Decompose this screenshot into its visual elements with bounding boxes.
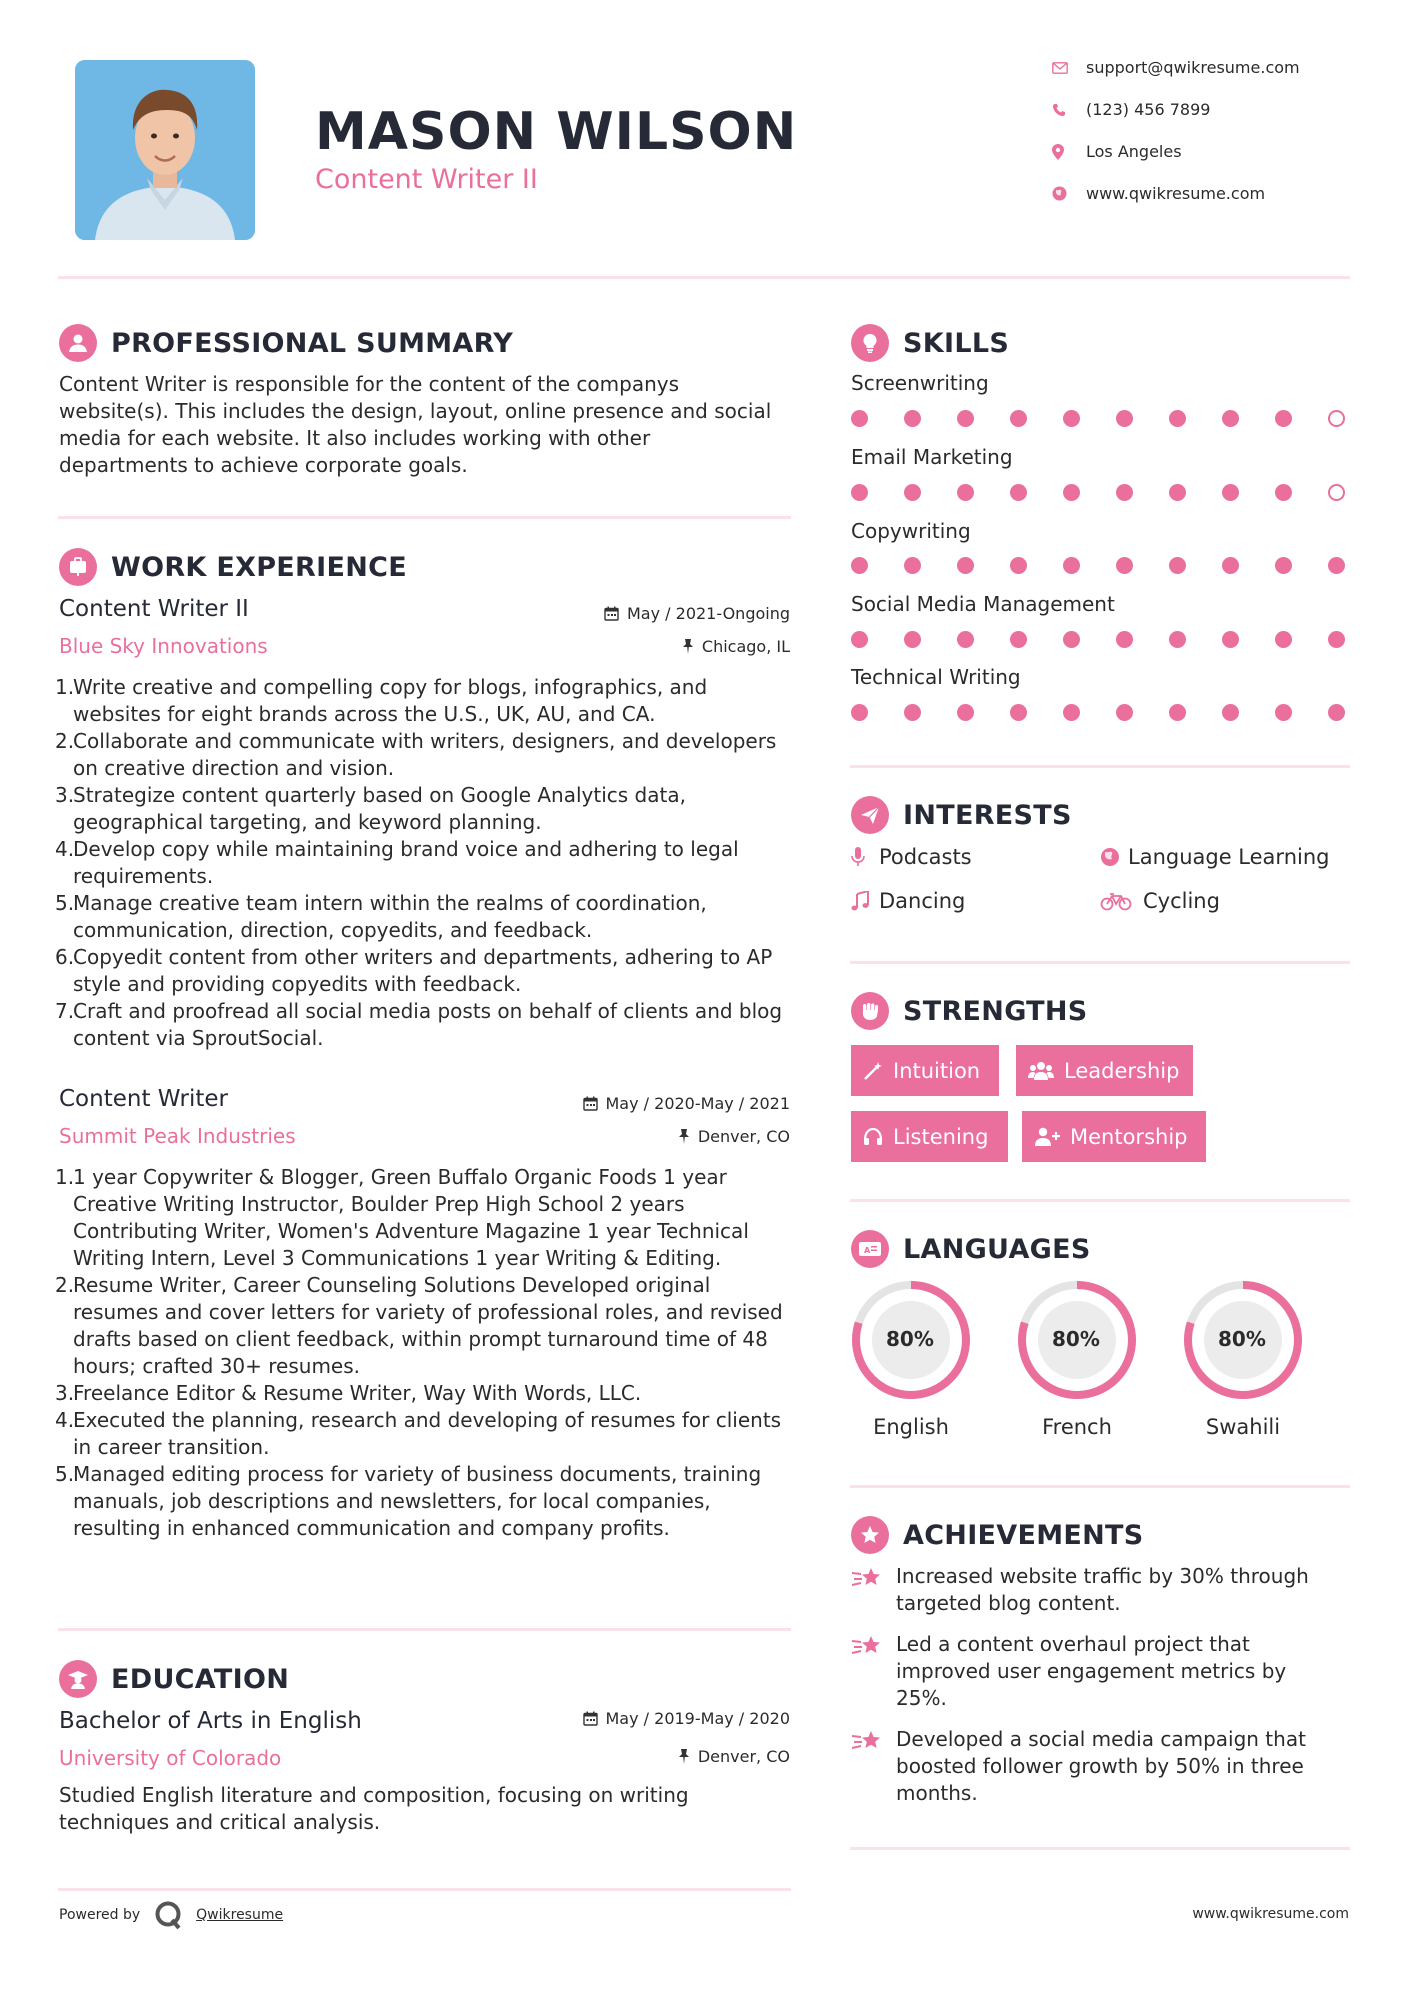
interest-item: Dancing: [851, 889, 965, 913]
paper-plane-icon: [851, 796, 889, 834]
divider: [58, 1628, 791, 1631]
contact-email[interactable]: [1052, 58, 1352, 77]
summary-heading: PROFESSIONAL SUMMARY: [59, 324, 513, 362]
globe-icon: [1100, 847, 1128, 867]
skill-name: Email Marketing: [851, 445, 1013, 469]
divider: [850, 765, 1350, 768]
skill-rating: [851, 481, 1351, 503]
bicycle-icon: [1100, 891, 1143, 911]
skill-name: Technical Writing: [851, 665, 1021, 689]
language-name: Swahili: [1205, 1415, 1281, 1439]
rating-dot-filled: [1063, 704, 1080, 721]
job-date: May / 2021-Ongoing: [604, 604, 790, 623]
rating-dot-filled: [957, 704, 974, 721]
rating-dot-filled: [904, 631, 921, 648]
rating-dot-filled: [1116, 484, 1133, 501]
rating-dot-filled: [1169, 631, 1186, 648]
job-location: Denver, CO: [678, 1127, 790, 1146]
shooting-star-icon: [851, 1563, 896, 1617]
rating-dot-filled: [1116, 410, 1133, 427]
phone-text: (123) 456 7899: [1086, 100, 1211, 119]
rating-dot-filled: [1328, 631, 1345, 648]
rating-dot-filled: [1010, 557, 1027, 574]
job-duties-list: [55, 674, 795, 1052]
rating-dot-filled: [1328, 704, 1345, 721]
divider: [850, 1847, 1350, 1850]
candidate-name: MASON WILSON: [315, 102, 798, 162]
user-icon: [59, 324, 97, 362]
skill-name: Social Media Management: [851, 592, 1115, 616]
rating-dot-filled: [1010, 410, 1027, 427]
education-text: Studied English literature and composition, focusing on writing techniques and critical analysis.: [59, 1783, 689, 1834]
job-company: Blue Sky Innovations: [59, 634, 268, 658]
rating-dot-filled: [851, 631, 868, 648]
achievement-item: Increased website traffic by 30% through targeted blog content.: [851, 1563, 1351, 1617]
footer-website[interactable]: www.qwikresume.com: [1192, 1906, 1349, 1922]
calendar-icon: [583, 1711, 598, 1726]
rating-dot-filled: [851, 704, 868, 721]
candidate-title: Content Writer II: [315, 164, 538, 195]
list-item: 1. 1 year Copywriter & Blogger, Green Buffalo Organic Foods 1 year Creative Writing Instructor, Boulder Prep High School 2 years Contributing Writer, Women's Adventure Magazine 1 year Technical Writing Intern, Level 3 Communications 1 year Writing & Editing.: [55, 1165, 749, 1270]
list-item: 3. Freelance Editor & Resume Writer, Way With Words, LLC.: [55, 1381, 642, 1405]
footer-powered-by: Powered by Qwikresume: [59, 1900, 283, 1930]
job-role: Content Writer: [59, 1086, 228, 1112]
interest-item: Cycling: [1100, 889, 1220, 913]
rating-dot-filled: [1222, 631, 1239, 648]
list-item: 2. Resume Writer, Career Counseling Solutions Developed original resumes and cover letters for variety of professional roles, and revised drafts based on client feedback, within prompt turnaround time of 48 hours; crafted 30+ resumes.: [55, 1273, 783, 1378]
list-item: 3. Strategize content quarterly based on Google Analytics data, geographical targeting, and keyword planning.: [55, 783, 686, 834]
job-date: May / 2020-May / 2021: [583, 1094, 791, 1113]
rating-dot-filled: [1222, 704, 1239, 721]
rating-dot-filled: [1328, 557, 1345, 574]
rating-dot-filled: [1010, 631, 1027, 648]
skill-rating: [851, 554, 1351, 576]
users-icon: [1028, 1061, 1054, 1081]
rating-dot-filled: [1116, 631, 1133, 648]
rating-dot-filled: [851, 557, 868, 574]
education-date: May / 2019-May / 2020: [583, 1709, 791, 1728]
list-item: 5. Manage creative team intern within the realms of coordination, communication, direction, copyedits, and feedback.: [55, 891, 707, 942]
shooting-star-icon: [851, 1726, 896, 1807]
rating-dot-filled: [904, 484, 921, 501]
divider: [850, 1199, 1350, 1202]
language-name: French: [1042, 1415, 1112, 1439]
rating-dot-filled: [1222, 484, 1239, 501]
education-school: University of Colorado: [59, 1746, 282, 1770]
list-item: 4. Develop copy while maintaining brand voice and adhering to legal requirements.: [55, 837, 739, 888]
language-card-icon: [851, 1230, 889, 1268]
skills-heading: SKILLS: [851, 324, 1009, 362]
rating-dot-filled: [957, 410, 974, 427]
list-item: 7. Craft and proofread all social media posts on behalf of clients and blog content via SproutSocial.: [55, 999, 783, 1050]
envelope-icon: [1052, 62, 1086, 74]
headphones-icon: [863, 1127, 883, 1147]
star-badge-icon: [851, 1516, 889, 1554]
rating-dot-filled: [957, 631, 974, 648]
skill-rating: [851, 407, 1351, 429]
strength-tag: Intuition: [851, 1045, 999, 1096]
job-role: Content Writer II: [59, 596, 249, 622]
graduate-icon: [59, 1660, 97, 1698]
rating-dot-empty: [1328, 484, 1345, 501]
rating-dot-filled: [1169, 410, 1186, 427]
pin-icon: [682, 639, 694, 654]
interest-item: Podcasts: [851, 845, 972, 869]
rating-dot-filled: [1010, 484, 1027, 501]
rating-dot-filled: [957, 484, 974, 501]
rating-dot-filled: [1116, 557, 1133, 574]
education-degree: Bachelor of Arts in English: [59, 1708, 362, 1734]
language-percent: 80%: [1218, 1327, 1266, 1351]
list-item: 6. Copyedit content from other writers and departments, adhering to AP style and providing copyedits with feedback.: [55, 945, 773, 996]
strength-tag: Mentorship: [1022, 1111, 1206, 1162]
qwikresume-logo-icon: [154, 1900, 184, 1930]
fist-icon: [851, 992, 889, 1030]
strength-tag: Listening: [851, 1111, 1008, 1162]
job-company: Summit Peak Industries: [59, 1124, 296, 1148]
rating-dot-filled: [1063, 557, 1080, 574]
footer-brand-link[interactable]: Qwikresume: [196, 1907, 284, 1923]
pin-icon: [678, 1129, 690, 1144]
website-text: www.qwikresume.com: [1086, 184, 1266, 203]
briefcase-icon: [59, 548, 97, 586]
rating-dot-filled: [1169, 557, 1186, 574]
summary-text: Content Writer is responsible for the content of the companys website(s). This includes the design, layout, online presence and social media for each website. It also includes working with other departments to achieve corporate goals.: [59, 372, 772, 477]
interest-item: Language Learning: [1100, 845, 1329, 869]
rating-dot-filled: [1010, 704, 1027, 721]
rating-dot-filled: [1275, 410, 1292, 427]
contact-phone: [1052, 100, 1352, 119]
list-item: 5. Managed editing process for variety of business documents, training manuals, job descriptions and newsletters, for local companies, resulting in enhanced communication and company profits.: [55, 1462, 762, 1540]
rating-dot-filled: [1063, 410, 1080, 427]
rating-dot-filled: [1063, 484, 1080, 501]
calendar-icon: [604, 606, 619, 621]
rating-dot-filled: [904, 704, 921, 721]
education-heading: EDUCATION: [59, 1660, 289, 1698]
languages-heading: A LANGUAGES: [851, 1230, 1091, 1268]
rating-dot-filled: [957, 557, 974, 574]
rating-dot-filled: [1222, 410, 1239, 427]
music-note-icon: [851, 891, 879, 911]
achievement-item: Developed a social media campaign that boosted follower growth by 50% in three months.: [851, 1726, 1351, 1807]
rating-dot-filled: [1275, 484, 1292, 501]
list-item: 2. Collaborate and communicate with writers, designers, and developers on creative direction and vision.: [55, 729, 777, 780]
rating-dot-filled: [851, 484, 868, 501]
strength-tag: Leadership: [1016, 1045, 1193, 1096]
globe-icon: [1052, 186, 1086, 201]
experience-heading: WORK EXPERIENCE: [59, 548, 407, 586]
language-name: English: [873, 1415, 949, 1439]
achievement-item: Led a content overhaul project that improved user engagement metrics by 25%.: [851, 1631, 1351, 1712]
rating-dot-filled: [1275, 631, 1292, 648]
profile-photo: [75, 60, 255, 240]
language-percent: 80%: [886, 1327, 934, 1351]
rating-dot-empty: [1328, 410, 1345, 427]
divider: [850, 961, 1350, 964]
rating-dot-filled: [1275, 557, 1292, 574]
map-pin-icon: [1052, 144, 1086, 160]
location-text: Los Angeles: [1086, 142, 1182, 161]
rating-dot-filled: [1275, 704, 1292, 721]
rating-dot-filled: [1063, 631, 1080, 648]
rating-dot-filled: [1169, 484, 1186, 501]
interests-heading: INTERESTS: [851, 796, 1072, 834]
user-plus-icon: [1034, 1127, 1060, 1147]
email-text: support@qwikresume.com: [1086, 58, 1300, 77]
shooting-star-icon: [851, 1631, 896, 1712]
lightbulb-icon: [851, 324, 889, 362]
contact-website[interactable]: [1052, 184, 1352, 203]
list-item: 4. Executed the planning, research and developing of resumes for clients in career transition.: [55, 1408, 782, 1459]
pin-icon: [678, 1749, 690, 1764]
magic-wand-icon: [863, 1061, 883, 1081]
svg-text:A: A: [864, 1246, 871, 1255]
header-divider: [58, 276, 1350, 279]
rating-dot-filled: [904, 557, 921, 574]
job-location: Chicago, IL: [682, 637, 790, 656]
language-percent: 80%: [1052, 1327, 1100, 1351]
rating-dot-filled: [1169, 704, 1186, 721]
education-location: Denver, CO: [678, 1747, 790, 1766]
divider: [850, 1485, 1350, 1488]
skill-name: Copywriting: [851, 519, 971, 543]
list-item: 1. Write creative and compelling copy for blogs, infographics, and websites for eight brands across the U.S., UK, AU, and CA.: [55, 675, 708, 726]
skill-rating: [851, 628, 1351, 650]
rating-dot-filled: [851, 410, 868, 427]
contact-location: [1052, 142, 1352, 161]
achievements-heading: ACHIEVEMENTS: [851, 1516, 1144, 1554]
divider: [58, 1888, 791, 1891]
divider: [58, 516, 791, 519]
skill-rating: [851, 701, 1351, 723]
rating-dot-filled: [1116, 704, 1133, 721]
rating-dot-filled: [904, 410, 921, 427]
rating-dot-filled: [1222, 557, 1239, 574]
job-duties-list: [55, 1164, 797, 1542]
strengths-heading: STRENGTHS: [851, 992, 1088, 1030]
skill-name: Screenwriting: [851, 371, 989, 395]
phone-icon: [1052, 103, 1086, 117]
calendar-icon: [583, 1096, 598, 1111]
microphone-icon: [851, 847, 879, 867]
